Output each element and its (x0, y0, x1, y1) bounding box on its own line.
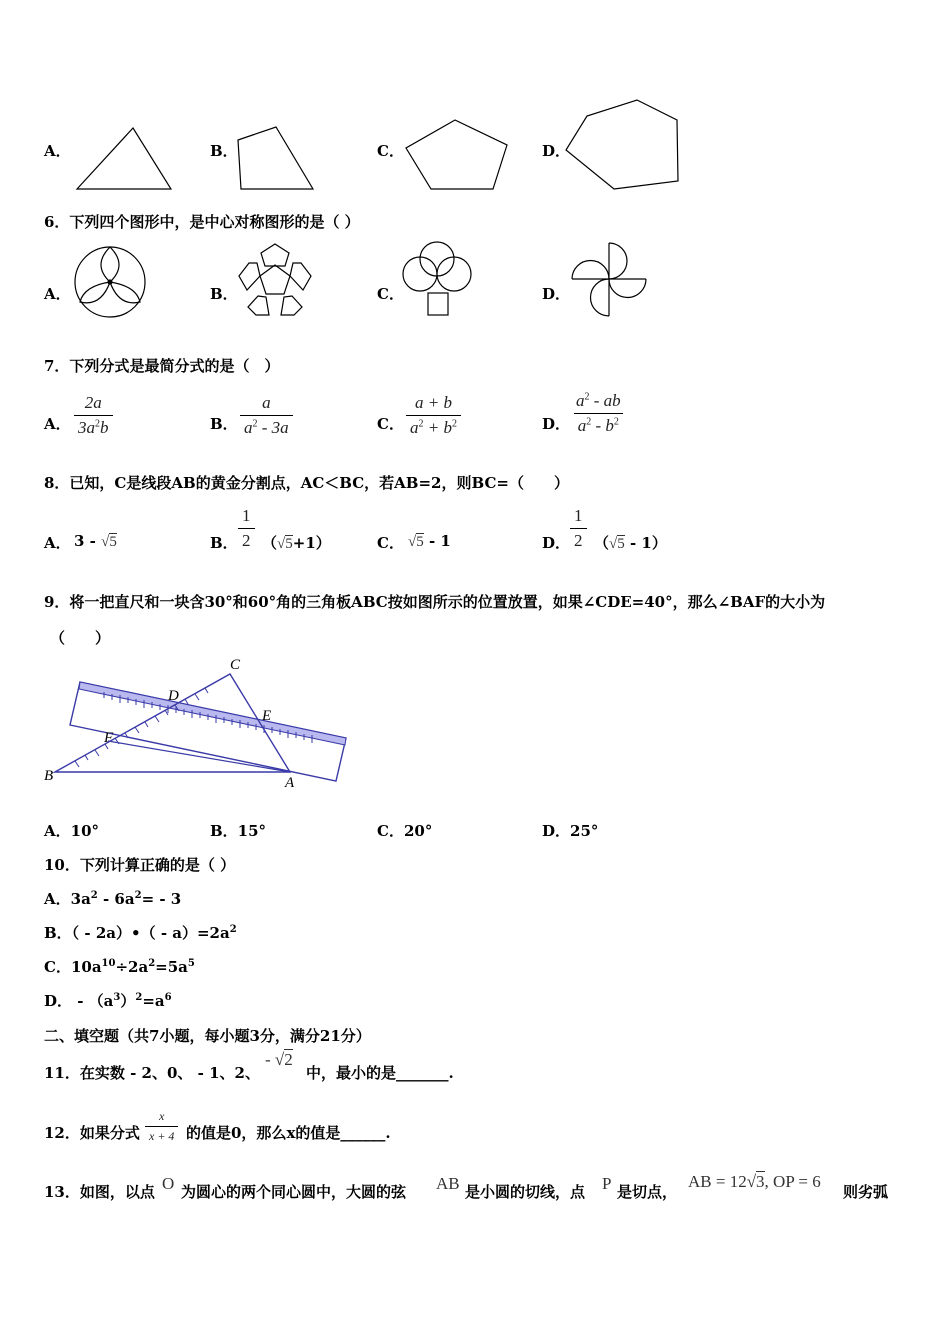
fraction-numerator: $a^2$ - ab (576, 391, 621, 410)
q11-tail: 中，最小的是_______. (306, 1064, 454, 1082)
q6-option-a-label: A． (44, 285, 71, 303)
section-heading: 二、填空题（共7小题，每小题3分，满分21分） (44, 1027, 371, 1045)
q9-stem-line2: （ ） (50, 629, 111, 647)
q10-option-b: B．（ - 2a）•（ - $a)=2a^2$ (44, 924, 237, 942)
label-c: C (230, 657, 241, 673)
q10-option-d: D． - $(a^3)^2=a^6$ (44, 992, 172, 1010)
fraction-denominator: $3a^2b$ (74, 415, 113, 438)
q6-option-d-label: D． (542, 285, 571, 303)
q13-condition: AB = 12√3, OP = 6 (688, 1172, 821, 1191)
q13-point-o: O (162, 1174, 175, 1193)
q8-option-c-value: √5 - 1 (408, 532, 451, 550)
fraction-numerator: a + b (415, 393, 452, 412)
fraction-numerator: a (262, 393, 271, 412)
q13-mid2: 是小圆的切线，点 (465, 1183, 586, 1201)
q7-option-b-label: B． (210, 415, 238, 433)
q9-option-c: C．20° (377, 822, 433, 840)
q5-option-d-label: D． (542, 142, 571, 160)
label-e: E (262, 708, 272, 724)
q13-tail: 则劣弧 (843, 1183, 889, 1201)
label-f: F (104, 730, 114, 746)
q8-stem: 8．已知，C是线段AB的黄金分割点，AC＜BC，若AB=2，则BC=（ ） (44, 474, 569, 492)
q11-text: 11．在实数 - 2、0、 - 1、2、 (44, 1064, 260, 1082)
fraction-denominator: $a^2 + b^2$ (406, 415, 461, 438)
q8-option-b-tail: （√5+1） (262, 534, 331, 552)
q12-pre: 12．如果分式 (44, 1124, 140, 1142)
q8-option-d-half: $\frac{1}{2}$ (570, 506, 587, 551)
q5-option-a-label: A． (44, 142, 71, 160)
q10-option-a: A．$3a^2 - 6a^2= - 3$ (44, 890, 182, 908)
segment-af (108, 741, 290, 772)
q11-neg-sqrt2: - √2 (265, 1050, 293, 1069)
q9-stem-line1: 9．将一把直尺和一块含30°和60°角的三角板ABC按如图所示的位置放置，如果∠CDE=40°，那么∠BAF的大小为 (44, 593, 826, 611)
q13-chord-ab: AB (436, 1174, 460, 1193)
q13-point-p: P (602, 1174, 612, 1193)
q8-option-a-value: 3 - √5 (74, 532, 117, 550)
label-b: B (44, 768, 54, 784)
fraction-numerator: 2a (84, 393, 102, 412)
q7-option-c-label: C． (377, 415, 404, 433)
q7-stem: 7．下列分式是最简分式的是（ ） (44, 357, 280, 375)
q6-option-b-label: B． (210, 285, 238, 303)
q8-option-b-half: $\frac{1}{2}$ (238, 506, 255, 551)
q9-option-b: B．15° (210, 822, 267, 840)
fraction-denominator: $a^2 - b^2$ (574, 413, 623, 436)
label-a: A (285, 775, 295, 791)
q9-option-a: A．10° (44, 822, 100, 840)
q8-option-b-label: B． (210, 534, 238, 552)
q12-tail: 的值是0，那么x的值是______. (186, 1124, 391, 1142)
q8-option-d-tail: （√5 - 1） (594, 534, 667, 552)
q7-option-d-label: D． (542, 415, 571, 433)
q13-pre: 13．如图，以点 (44, 1183, 155, 1201)
q10-stem: 10．下列计算正确的是（ ） (44, 856, 236, 874)
q7-option-a-label: A． (44, 415, 71, 433)
q10-option-c: C．$10a^{10}\div 2a^2=5a^5$ (44, 958, 195, 976)
q13-mid3: 是切点， (617, 1183, 678, 1201)
q6-stem: 6．下列四个图形中，是中心对称图形的是（ ） (44, 213, 360, 231)
q12-fraction: $\frac{x}{x + 4}$ (145, 1109, 178, 1144)
q8-option-d-label: D． (542, 534, 571, 552)
q8-option-c-label: C． (377, 534, 404, 552)
label-d: D (168, 688, 179, 704)
q5-option-b-label: B． (210, 142, 238, 160)
q6-option-c-label: C． (377, 285, 404, 303)
fraction-denominator: $a^2 - 3a$ (240, 415, 293, 438)
q9-option-d: D．25° (542, 822, 599, 840)
q5-option-c-label: C． (377, 142, 404, 160)
q8-option-a-label: A． (44, 534, 71, 552)
q13-mid1: 为圆心的两个同心圆中，大圆的弦 (181, 1183, 407, 1201)
